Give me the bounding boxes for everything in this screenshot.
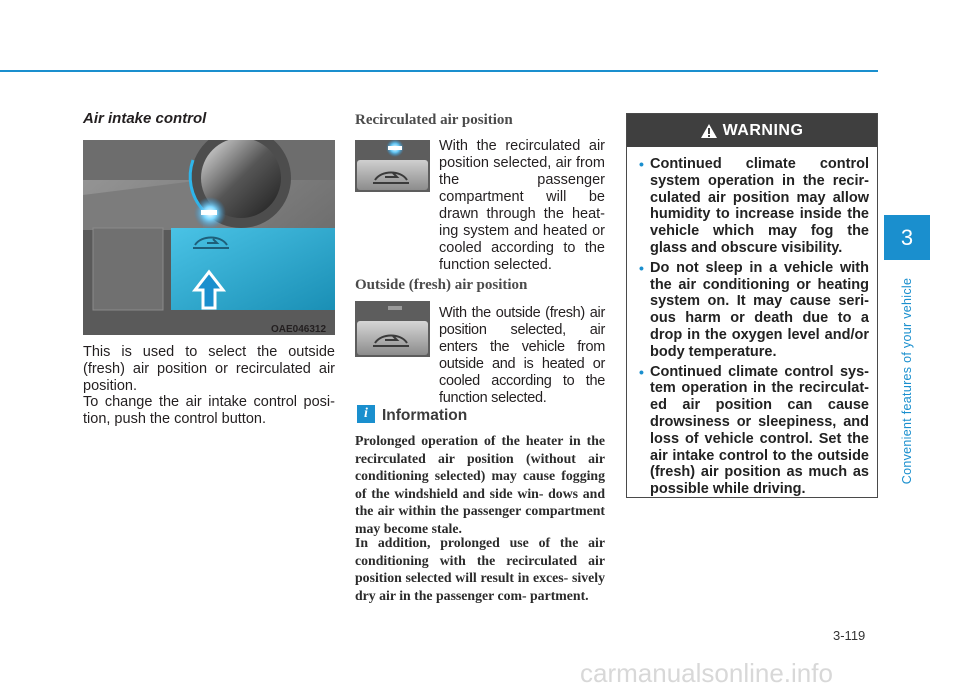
warning-item: [639, 260, 869, 361]
warning-list: [639, 156, 869, 501]
outside-button-illustration: [355, 301, 430, 357]
outside-button-figure: [355, 301, 430, 357]
top-rule: [0, 70, 878, 72]
figure-code: OAE046312: [271, 324, 327, 335]
control-panel-illustration: [83, 140, 335, 335]
chapter-side-label: [898, 268, 916, 493]
warning-triangle-icon: [701, 124, 717, 138]
recirc-button-illustration: [355, 140, 430, 192]
bullet-icon: •: [639, 156, 644, 172]
chapter-tab: 3: [884, 215, 930, 260]
watermark: carmanualsonline.info: [580, 658, 833, 688]
info-paragraph-2: In addition, prolonged use of the air conditioning with the recirculated air position selected will result in exces- sively dry air in the passenger com- partment.: [355, 535, 605, 603]
warning-box: [626, 113, 878, 498]
info-paragraph-1: Prolonged operation of the heater in the recirculated air position (without air conditioning selected) may cause fogging of the windshield and side win- dows and the air within the passenger compartment may become stale.: [355, 433, 605, 536]
recirculated-description: With the recirculated air position selected, air from the passenger compartment will be drawn through the heat- ing system and heated or cooled according to the function selected.: [439, 138, 605, 273]
recirculated-heading: Recirculated air position: [355, 112, 513, 128]
outside-description: With the outside (fresh) air position selected, air enters the vehicle from outside and is heated or cooled according to the function selected.: [439, 305, 605, 406]
instruction-paragraph: To change the air intake control posi- tion, push the control button.: [83, 394, 335, 427]
info-title: Information: [382, 407, 468, 424]
page-number: 3-119: [833, 628, 866, 643]
intro-paragraph: This is used to select the outside (fresh) air position or recirculated air position.: [83, 344, 335, 394]
outside-heading: Outside (fresh) air position: [355, 277, 528, 293]
bullet-icon: •: [639, 259, 644, 276]
warning-item-text: Do not sleep in a vehicle with the air conditioning or heating system on. It may cause seri- ous harm or death due to a drop in the oxygen level and/or body temperature.: [650, 259, 869, 360]
info-icon: i: [357, 405, 375, 423]
chapter-title: Convenient features of your vehicle: [900, 277, 914, 484]
bullet-icon: •: [639, 363, 644, 380]
recirculated-button-figure: [355, 140, 430, 192]
warning-title: WARNING: [722, 121, 804, 139]
warning-header: [627, 114, 877, 147]
warning-item: [639, 364, 869, 498]
control-panel-figure: [83, 140, 335, 335]
warning-item-text: Continued climate control sys- tem operation in the recirculat- ed air position can cause drowsiness or sleepiness, and loss of vehicle control. Set the air intake control to the outside (fresh) air position as much as possible while driving.: [650, 363, 869, 498]
warning-item-text: Continued climate control system operation in the recir- culated air position may allow humidity to increase inside the vehicle which may fog the glass and obscure visibility.: [650, 156, 869, 256]
section-heading: Air intake control: [83, 110, 207, 127]
warning-item: [639, 156, 869, 257]
